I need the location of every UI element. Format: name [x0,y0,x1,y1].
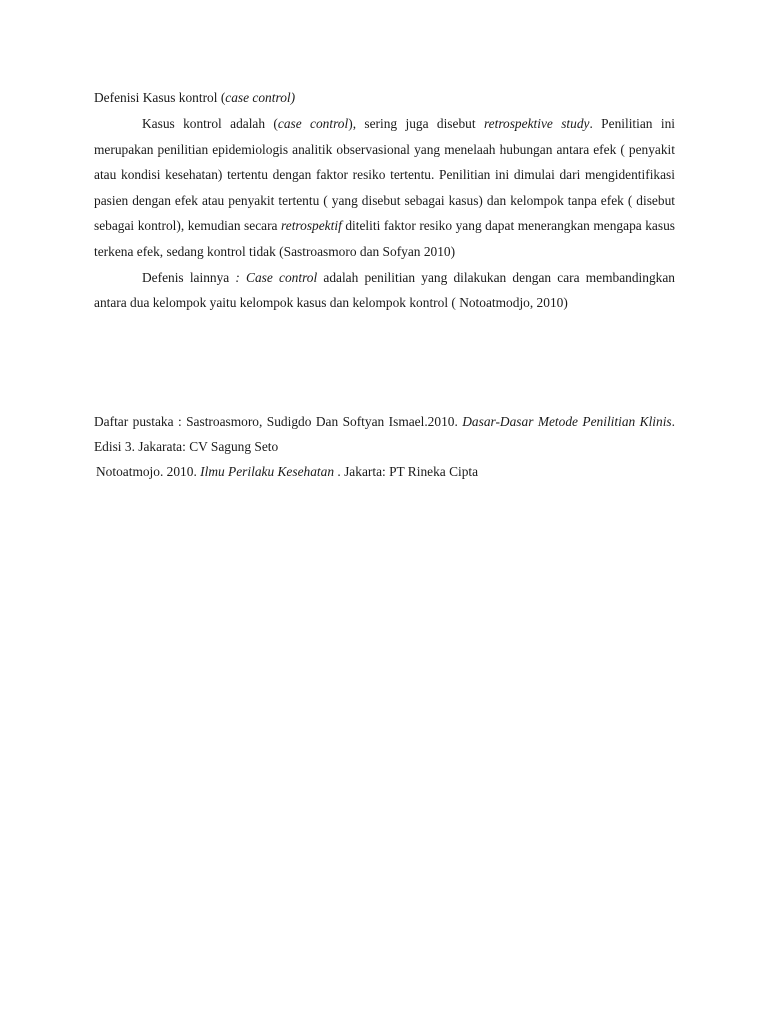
reference-1-text-2: . Edisi 3. Jakarata: CV Sagung Seto [94,414,676,454]
reference-notoatmojo [94,459,675,485]
paragraph-2-italic-1: : Case control [235,269,318,285]
reference-2-text-2: . Jakarta: PT Rineka Cipta [334,464,479,479]
paragraph-2-text-2: adalah penilitian yang dilakukan dengan cara membandingkan antara dua kelompok yaitu kelompok kasus dan kelompok kontrol ( Notoatmodjo, 2010) [94,269,675,311]
definition-heading [94,85,675,111]
paragraph-2-text-1: Defenis lainnya [142,269,236,285]
reference-list [94,409,675,485]
reference-2-title: Ilmu Perilaku Kesehatan [200,464,335,479]
document-body [94,85,675,316]
heading-term: case control) [225,90,296,105]
reference-1-text-1: Daftar pustaka : Sastroasmoro, Sudigdo Dan Softyan Ismael.2010. [94,414,463,429]
paragraph-1-italic-2: retrospektive study [483,116,590,131]
paragraph-other-definition [94,265,675,316]
paragraph-1-italic-3: retrospektif [281,218,342,234]
paragraph-definition [94,111,675,265]
paragraph-1-italic-1: case control [277,116,349,131]
paragraph-1-text-2: ), sering juga disebut [348,116,484,131]
reference-2-text-1: Notoatmojo. 2010. [96,464,201,479]
reference-sastroasmoro [94,409,675,459]
heading-label: Defenisi Kasus kontrol ( [94,90,226,105]
paragraph-1-text-1: Kasus kontrol adalah ( [142,116,278,131]
paragraph-1-text-4: diteliti faktor resiko yang dapat menerangkan mengapa kasus terkena efek, sedang kontrol tidak (Sastroasmoro dan Sofyan 2010) [94,218,675,259]
reference-1-title: Dasar-Dasar Metode Penilitian Klinis [462,414,672,429]
paragraph-1-text-3: . Penilitian ini merupakan penilitian epidemiologis analitik observasional yang menelaah hubungan antara efek ( penyakit atau kondisi kesehatan) tertentu dengan faktor resiko tertentu. Penilitian ini dimulai dari mengidentifikasi pasien dengan efek atau penyakit tertentu ( yang disebut sebagai kasus) dan kelompok tanpa efek ( disebut sebagai kontrol), kemudian secara [94,116,675,234]
